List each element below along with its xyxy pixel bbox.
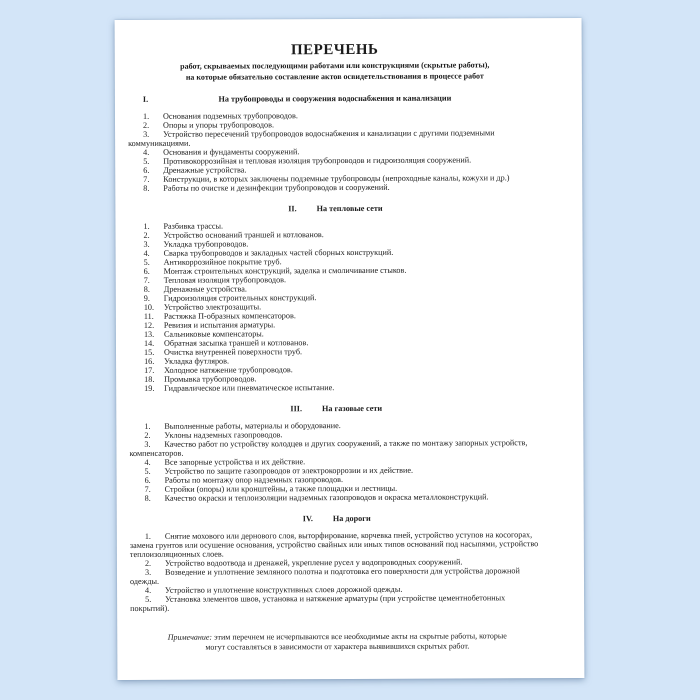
document-note	[161, 631, 513, 653]
list-item-number: 17.	[144, 365, 155, 375]
list-item-text: Сварка трубопроводов и закладных частей сборных конструкций.	[163, 247, 394, 258]
list-item-text: Основания подземных трубопроводов.	[162, 111, 298, 121]
list-item-text: Качество работ по устройству колодцев и других сооружений, а также по монтажу запорных устройств, компенсаторов.	[129, 438, 528, 458]
list-item-number: 8.	[143, 284, 150, 294]
list-item-text: Основания и фундаменты сооружений.	[163, 147, 300, 157]
list-item-number: 5.	[145, 594, 152, 604]
list-item-text: Стройки (опоры) или кронштейны, а также площадки и лестницы.	[164, 483, 398, 494]
list-item-text: Гидравлическое или пневматическое испытание.	[164, 383, 335, 393]
list-item-text: Обратная засыпка траншей и котлованов.	[163, 338, 309, 348]
document-section	[128, 93, 542, 193]
list-item-text: Устройство и уплотнение конструктивных слоев дорожной одежды.	[165, 584, 403, 595]
list-item-text: Ревизия и испытания арматуры.	[163, 320, 276, 330]
list-item-number: 16.	[144, 356, 155, 366]
list-item	[130, 492, 544, 503]
list-item	[130, 593, 544, 613]
list-item-number: 9.	[143, 293, 150, 303]
list-item-number: 4.	[145, 585, 152, 595]
list-item	[130, 530, 544, 559]
list-item-number: 15.	[143, 347, 155, 357]
section-heading	[128, 203, 542, 215]
document-title: ПЕРЕЧЕНЬ	[290, 41, 379, 59]
list-item-text: Выполненные работы, материалы и оборудование.	[164, 421, 341, 431]
list-item-number: 6.	[144, 475, 151, 485]
list-item-text: Все запорные устройства и их действие.	[164, 457, 306, 467]
list-item-number: 14.	[143, 338, 155, 348]
section-heading	[128, 93, 542, 105]
list-item-number: 5.	[143, 257, 150, 267]
list-item-text: Укладка футляров.	[164, 356, 230, 366]
list-item-number: 7.	[144, 484, 151, 494]
document-section	[130, 513, 544, 613]
section-item-list	[128, 220, 543, 393]
list-item-number: 7.	[143, 275, 150, 285]
document-page	[115, 18, 585, 680]
list-item-number: 6.	[143, 165, 150, 175]
list-item-text: Опоры и упоры трубопроводов.	[163, 120, 275, 130]
list-item-number: 1.	[143, 221, 150, 231]
section-title: На трубопроводы и сооружения водоснабжения и канализации	[218, 93, 452, 104]
list-item-number: 2.	[143, 230, 150, 240]
list-item-text: Работы по монтажу опор надземных газопроводов.	[164, 475, 344, 485]
list-item-number: 3.	[143, 239, 150, 249]
list-item-number: 4.	[143, 147, 150, 157]
section-title: На газовые сети	[322, 403, 383, 414]
note-text: этим перечнем не исчерпываются все необходимые акты на скрытые работы, которые могут составляться в зависимости от характера выявившихся скрытых работ.	[205, 631, 507, 652]
list-item-text: Работы по очистке и дезинфекции трубопроводов и сооружений.	[163, 182, 390, 193]
list-item-number: 7.	[143, 174, 150, 184]
list-item-text: Устройство оснований траншей и котлованов.	[163, 230, 324, 240]
list-item-number: 12.	[143, 320, 155, 330]
list-item-number: 1.	[142, 111, 150, 121]
list-item-text: Гидроизоляция строительных конструкций.	[163, 293, 317, 303]
section-numeral: I.	[142, 94, 149, 104]
document-section	[129, 403, 543, 503]
list-item-text: Снятие мохового или дернового слоя, выторфирование, корчевка пней, устройство уступов на косогорах, замена грунтов или осушение основания, устройство свайных или иных типов оснований под насыпями, устройство теплоизоляционных слоев.	[129, 530, 539, 559]
list-item	[129, 382, 543, 393]
document-subtitle-line1: работ, скрываемых последующими работами или конструкциями (скрытые работы),	[180, 60, 490, 71]
list-item	[130, 566, 544, 586]
list-item-text: Устройство пересечений трубопроводов водоснабжения и канализации с другими подземными коммуникациями.	[128, 128, 495, 148]
section-title: На тепловые сети	[316, 203, 383, 214]
note-label: Примечание:	[167, 632, 213, 642]
list-item-number: 3.	[143, 129, 150, 139]
list-item-text: Конструкции, в которых заключены подземные трубопроводы (непроходные каналы, кожухи и др.)	[163, 173, 510, 184]
list-item-number: 4.	[144, 457, 151, 467]
section-heading	[130, 513, 544, 525]
list-item-text: Сальниковые компенсаторы.	[163, 329, 264, 339]
list-item-text: Возведение и уплотнение земляного полотна и подготовка его поверхности для устройства дорожной одежды.	[129, 566, 520, 586]
list-item-number: 2.	[144, 558, 152, 568]
list-item-text: Холодное натяжение трубопроводов.	[164, 365, 293, 375]
list-item-number: 3.	[144, 567, 152, 577]
list-item-number: 5.	[143, 156, 150, 166]
list-item	[128, 128, 542, 148]
list-item-text: Дренажные устройства.	[163, 165, 247, 175]
list-item-number: 18.	[144, 374, 155, 384]
document-subtitle-line2: на которые обязательно составление актов освидетельствования в процессе работ	[185, 70, 484, 82]
list-item-text: Промывка трубопроводов.	[164, 374, 257, 384]
list-item-number: 10.	[143, 302, 155, 312]
list-item-text: Разбивка трассы.	[163, 221, 224, 231]
list-item-text: Устройство по защите газопроводов от электрокоррозии и их действие.	[164, 465, 414, 476]
list-item-number: 5.	[144, 466, 151, 476]
list-item-text: Установка элементов швов, установка и натяжение арматуры (при устройстве цементнобетонных покрытий).	[130, 593, 506, 613]
list-item-number: 2.	[143, 120, 150, 130]
list-item-number: 1.	[144, 531, 151, 541]
list-item	[128, 182, 542, 193]
list-item-text: Уклоны надземных газопроводов.	[164, 430, 283, 440]
list-item-number: 6.	[143, 266, 150, 276]
list-item-text: Антикоррозийное покрытие труб.	[163, 257, 282, 267]
list-item-number: 1.	[144, 421, 151, 431]
list-item-text: Дренажные устройства.	[163, 284, 247, 294]
section-item-list	[128, 110, 542, 193]
section-numeral: III.	[290, 404, 303, 414]
section-numeral: IV.	[302, 514, 313, 524]
list-item-text: Растяжка П-образных компенсаторов.	[163, 311, 296, 321]
list-item-number: 8.	[143, 183, 150, 193]
section-item-list	[129, 420, 543, 503]
section-title: На дороги	[332, 513, 371, 524]
list-item-number: 19.	[144, 383, 155, 393]
list-item-number: 13.	[143, 329, 155, 339]
list-item-text: Устройство электрозащиты.	[163, 302, 262, 312]
list-item-text: Тепловая изоляция трубопроводов.	[163, 275, 287, 285]
section-item-list	[130, 530, 544, 613]
list-item-number: 11.	[143, 311, 154, 321]
list-item-text: Очистка внутренней поверхности труб.	[163, 347, 303, 357]
list-item-number: 8.	[144, 493, 151, 503]
list-item-text: Устройство водоотвода и дренажей, укрепление русел у водопроводных сооружений.	[164, 557, 463, 568]
list-item-text: Качество окраски и теплоизоляции надземных газопроводов и окраска металлоконструкций.	[164, 492, 489, 503]
list-item-text: Противокоррозийная и тепловая изоляция трубопроводов и гидроизоляция сооружений.	[163, 155, 472, 166]
list-item-number: 2.	[144, 430, 151, 440]
section-numeral: II.	[288, 204, 297, 214]
list-item-number: 3.	[144, 439, 151, 449]
list-item	[129, 438, 543, 458]
list-item-text: Укладка трубопроводов.	[163, 239, 249, 249]
list-item-text: Монтаж строительных конструкций, заделка и смоличивание стыков.	[163, 265, 407, 276]
list-item-number: 4.	[143, 248, 150, 258]
sections	[128, 93, 544, 613]
document-section	[128, 203, 543, 393]
section-heading	[129, 403, 543, 415]
